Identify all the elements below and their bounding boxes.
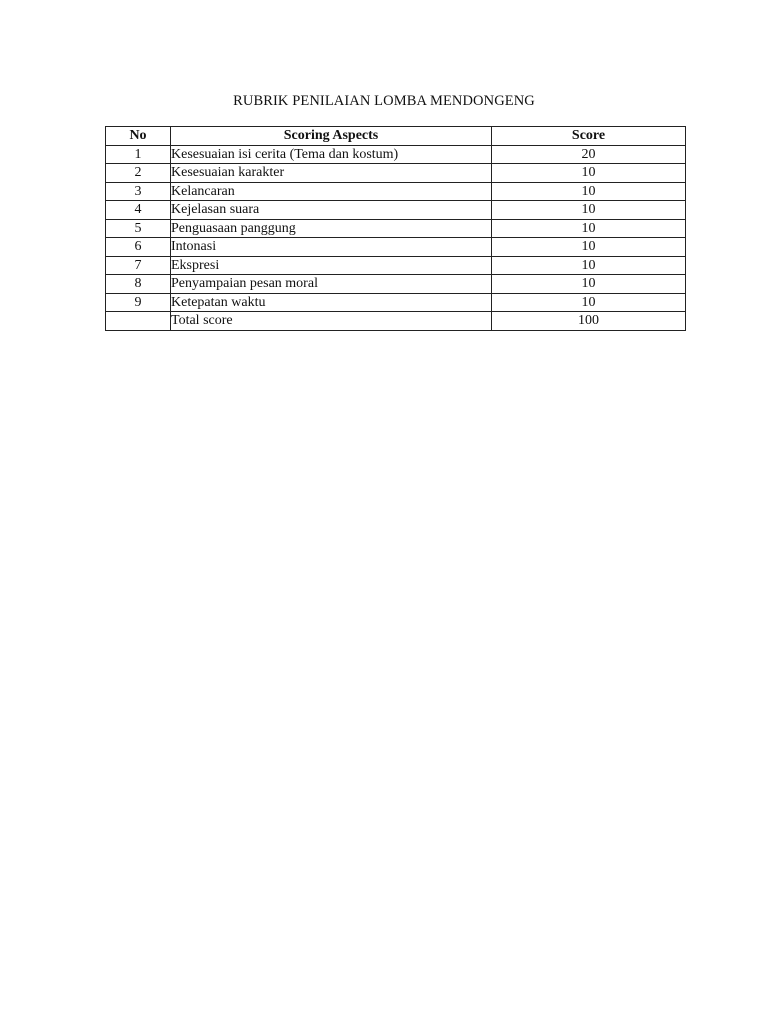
row-score: 10	[492, 219, 686, 238]
row-number: 5	[106, 219, 171, 238]
row-score: 10	[492, 182, 686, 201]
table-row	[106, 145, 686, 164]
table-header-row	[106, 127, 686, 146]
table-row	[106, 275, 686, 294]
scoring-rubric-table	[105, 126, 686, 331]
table-row	[106, 219, 686, 238]
row-number: 3	[106, 182, 171, 201]
row-number: 2	[106, 164, 171, 183]
document-title: RUBRIK PENILAIAN LOMBA MENDONGENG	[233, 93, 535, 109]
total-label: Total score	[171, 312, 492, 331]
row-aspect: Kesesuaian isi cerita (Tema dan kostum)	[171, 145, 492, 164]
row-score: 10	[492, 238, 686, 257]
row-score: 10	[492, 293, 686, 312]
table-row	[106, 238, 686, 257]
table-row	[106, 201, 686, 220]
header-no: No	[106, 127, 171, 146]
table-row	[106, 293, 686, 312]
row-score: 20	[492, 145, 686, 164]
row-aspect: Kejelasan suara	[171, 201, 492, 220]
row-number: 1	[106, 145, 171, 164]
row-aspect: Penyampaian pesan moral	[171, 275, 492, 294]
row-aspect: Ketepatan waktu	[171, 293, 492, 312]
row-aspect: Penguasaan panggung	[171, 219, 492, 238]
row-number: 9	[106, 293, 171, 312]
total-score: 100	[492, 312, 686, 331]
table-row	[106, 164, 686, 183]
row-score: 10	[492, 275, 686, 294]
row-score: 10	[492, 201, 686, 220]
row-aspect: Kelancaran	[171, 182, 492, 201]
row-number: 6	[106, 238, 171, 257]
row-number: 4	[106, 201, 171, 220]
total-number	[106, 312, 171, 331]
row-number: 8	[106, 275, 171, 294]
total-row	[106, 312, 686, 331]
row-number: 7	[106, 256, 171, 275]
header-score: Score	[492, 127, 686, 146]
row-aspect: Kesesuaian karakter	[171, 164, 492, 183]
header-scoring-aspects: Scoring Aspects	[171, 127, 492, 146]
row-aspect: Ekspresi	[171, 256, 492, 275]
row-score: 10	[492, 256, 686, 275]
table-row	[106, 182, 686, 201]
row-aspect: Intonasi	[171, 238, 492, 257]
table-row	[106, 256, 686, 275]
row-score: 10	[492, 164, 686, 183]
